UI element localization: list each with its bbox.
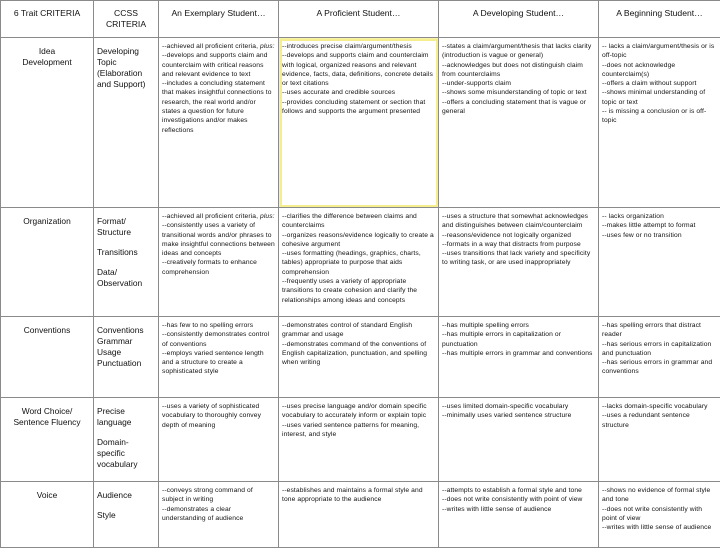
criteria-line: --acknowledges but does not distinguish claim from counterclaims <box>442 61 595 80</box>
criteria-line: --demonstrates control of standard English grammar and usage <box>282 321 435 340</box>
criteria-line: --uses few or no transition <box>602 231 717 240</box>
criteria-line: --formats in a way that distracts from purpose <box>442 240 595 249</box>
exemplary-cell <box>159 317 279 398</box>
exemplary-cell <box>159 482 279 548</box>
criteria-line: --uses accurate and credible sources <box>282 88 435 97</box>
criteria-line: --shows no evidence of formal style and tone <box>602 486 717 505</box>
criteria-line: --has multiple errors in grammar and conventions <box>442 349 595 358</box>
table-row <box>1 482 720 548</box>
ccss-label: Data/ Observation <box>97 267 155 289</box>
criteria-line: -- is missing a conclusion or is off-topic <box>602 107 717 126</box>
trait-label: Voice <box>4 490 90 501</box>
criteria-line: --clarifies the difference between claims and counterclaims <box>282 212 435 231</box>
developing-cell <box>439 38 599 208</box>
criteria-line: --lacks domain-specific vocabulary <box>602 402 717 411</box>
ccss-label: Audience <box>97 490 155 501</box>
developing-cell <box>439 482 599 548</box>
beginning-cell <box>599 317 720 398</box>
header-developing: A Developing Student… <box>439 1 599 38</box>
criteria-line: --includes a concluding statement that makes insightful connections to research, the real world and/or states a question for future investigations and/or makes reflections <box>162 79 275 135</box>
criteria-line: --demonstrates command of the conventions of English capitalization, punctuation, and spelling when writing <box>282 340 435 368</box>
exemplary-cell <box>159 208 279 317</box>
criteria-line: -- lacks a claim/argument/thesis or is off-topic <box>602 42 717 61</box>
developing-cell <box>439 317 599 398</box>
exemplary-cell <box>159 38 279 208</box>
ccss-cell <box>94 208 159 317</box>
criteria-line: --creatively formats to enhance comprehension <box>162 258 275 277</box>
criteria-line: --offers a claim without support <box>602 79 717 88</box>
criteria-line: --shows minimal understanding of topic or text <box>602 88 717 107</box>
ccss-label: Transitions <box>97 247 155 258</box>
trait-cell <box>1 208 94 317</box>
criteria-line: --has serious errors in capitalization and punctuation <box>602 340 717 359</box>
beginning-cell <box>599 398 720 482</box>
criteria-line: --under-supports claim <box>442 79 595 88</box>
criteria-line: --uses limited domain-specific vocabulary <box>442 402 595 411</box>
criteria-line: --does not acknowledge counterclaim(s) <box>602 61 717 80</box>
criteria-line: --frequently uses a variety of appropriate transitions to create cohesion and clarify the relationships among ideas and concepts <box>282 277 435 305</box>
trait-cell <box>1 482 94 548</box>
trait-cell <box>1 38 94 208</box>
criteria-line: --writes with little sense of audience <box>442 505 595 514</box>
ccss-cell <box>94 317 159 398</box>
proficient-cell <box>279 38 439 208</box>
proficient-cell <box>279 208 439 317</box>
ccss-cell <box>94 482 159 548</box>
trait-cell <box>1 398 94 482</box>
beginning-cell <box>599 38 720 208</box>
criteria-line: --states a claim/argument/thesis that lacks clarity (introduction is vague or general) <box>442 42 595 61</box>
criteria-line: --shows some misunderstanding of topic or text <box>442 88 595 97</box>
criteria-line: --makes little attempt to format <box>602 221 717 230</box>
ccss-label: Domain-specific vocabulary <box>97 437 155 470</box>
ccss-label: Conventions Grammar Usage Punctuation <box>97 325 155 369</box>
criteria-line: --organizes reasons/evidence logically to create a cohesive argument <box>282 231 435 250</box>
trait-label: Development <box>4 57 90 68</box>
criteria-line: --writes with little sense of audience <box>602 523 717 532</box>
criteria-line: --uses varied sentence patterns for meaning, interest, and style <box>282 421 435 440</box>
developing-cell <box>439 398 599 482</box>
criteria-line: --minimally uses varied sentence structure <box>442 411 595 420</box>
header-ccss-line: CCSS <box>97 8 155 19</box>
criteria-line: --demonstrates a clear understanding of audience <box>162 505 275 524</box>
ccss-label: Style <box>97 510 155 521</box>
header-proficient: A Proficient Student… <box>279 1 439 38</box>
exemplary-cell <box>159 398 279 482</box>
criteria-line: --has serious errors in grammar and conventions <box>602 358 717 377</box>
criteria-line: --consistently demonstrates control of conventions <box>162 330 275 349</box>
trait-label: Organization <box>4 216 90 227</box>
emphasis-text: plus: <box>260 213 275 220</box>
proficient-cell <box>279 482 439 548</box>
criteria-line: --establishes and maintains a formal style and tone appropriate to the audience <box>282 486 435 505</box>
criteria-line: --provides concluding statement or section that follows and supports the argument presented <box>282 98 435 117</box>
table-row <box>1 208 720 317</box>
criteria-line: --uses a structure that somewhat acknowledges and distinguishes between claim/counterclaim <box>442 212 595 231</box>
criteria-line: --has few to no spelling errors <box>162 321 275 330</box>
criteria-line: --develops and supports claim and counterclaim with critical reasons and relevant evidence to text <box>162 51 275 79</box>
trait-label: Word Choice/ Sentence Fluency <box>4 406 90 428</box>
header-row <box>1 1 720 38</box>
criteria-line: --does not write consistently with point of view <box>442 495 595 504</box>
header-ccss-line: CRITERIA <box>97 19 155 30</box>
trait-cell <box>1 317 94 398</box>
criteria-line: --has multiple errors in capitalization or punctuation <box>442 330 595 349</box>
criteria-line: --uses a variety of sophisticated vocabulary to thoroughly convey depth of meaning <box>162 402 275 430</box>
criteria-line: --reasons/evidence not logically organized <box>442 231 595 240</box>
criteria-line: --conveys strong command of subject in writing <box>162 486 275 505</box>
criteria-line: --has spelling errors that distract reader <box>602 321 717 340</box>
ccss-label: Format/ Structure <box>97 216 155 238</box>
header-trait: 6 Trait CRITERIA <box>1 1 94 38</box>
trait-label: Idea <box>4 46 90 57</box>
ccss-cell <box>94 398 159 482</box>
header-beginning: A Beginning Student… <box>599 1 720 38</box>
criteria-line: --attempts to establish a formal style and tone <box>442 486 595 495</box>
criteria-line: --achieved all proficient criteria, plus: <box>162 42 275 51</box>
table-row <box>1 317 720 398</box>
criteria-line: --uses a redundant sentence structure <box>602 411 717 430</box>
proficient-cell <box>279 317 439 398</box>
criteria-line: --does not write consistently with point of view <box>602 505 717 524</box>
ccss-label: Developing Topic (Elaboration and Support) <box>97 46 155 90</box>
developing-cell <box>439 208 599 317</box>
ccss-label: Precise language <box>97 406 155 428</box>
beginning-cell <box>599 482 720 548</box>
criteria-line: --uses formatting (headings, graphics, charts, tables) appropriate to purpose that aids comprehension <box>282 249 435 277</box>
criteria-line: --uses precise language and/or domain specific vocabulary to accurately inform or explain topic <box>282 402 435 421</box>
ccss-cell <box>94 38 159 208</box>
criteria-line: --employs varied sentence length and a structure to create a sophisticated style <box>162 349 275 377</box>
table-row <box>1 398 720 482</box>
header-exemplary: An Exemplary Student… <box>159 1 279 38</box>
criteria-line: --consistently uses a variety of transitional words and/or phrases to make insightful connections between ideas and concepts <box>162 221 275 258</box>
table-row <box>1 38 720 208</box>
criteria-line: -- lacks organization <box>602 212 717 221</box>
proficient-cell <box>279 398 439 482</box>
beginning-cell <box>599 208 720 317</box>
criteria-line: --has multiple spelling errors <box>442 321 595 330</box>
criteria-line: --offers a concluding statement that is vague or general <box>442 98 595 117</box>
criteria-line: --develops and supports claim and counterclaim with logical, organized reasons and relevant evidence, facts, data, definitions, concrete details or text citations <box>282 51 435 88</box>
criteria-line: --achieved all proficient criteria, plus: <box>162 212 275 221</box>
criteria-line: --introduces precise claim/argument/thesis <box>282 42 435 51</box>
emphasis-text: plus: <box>260 43 275 50</box>
criteria-line: --uses transitions that lack variety and specificity to writing task, or are used inappropriately <box>442 249 595 268</box>
trait-label: Conventions <box>4 325 90 336</box>
header-ccss <box>94 1 159 38</box>
